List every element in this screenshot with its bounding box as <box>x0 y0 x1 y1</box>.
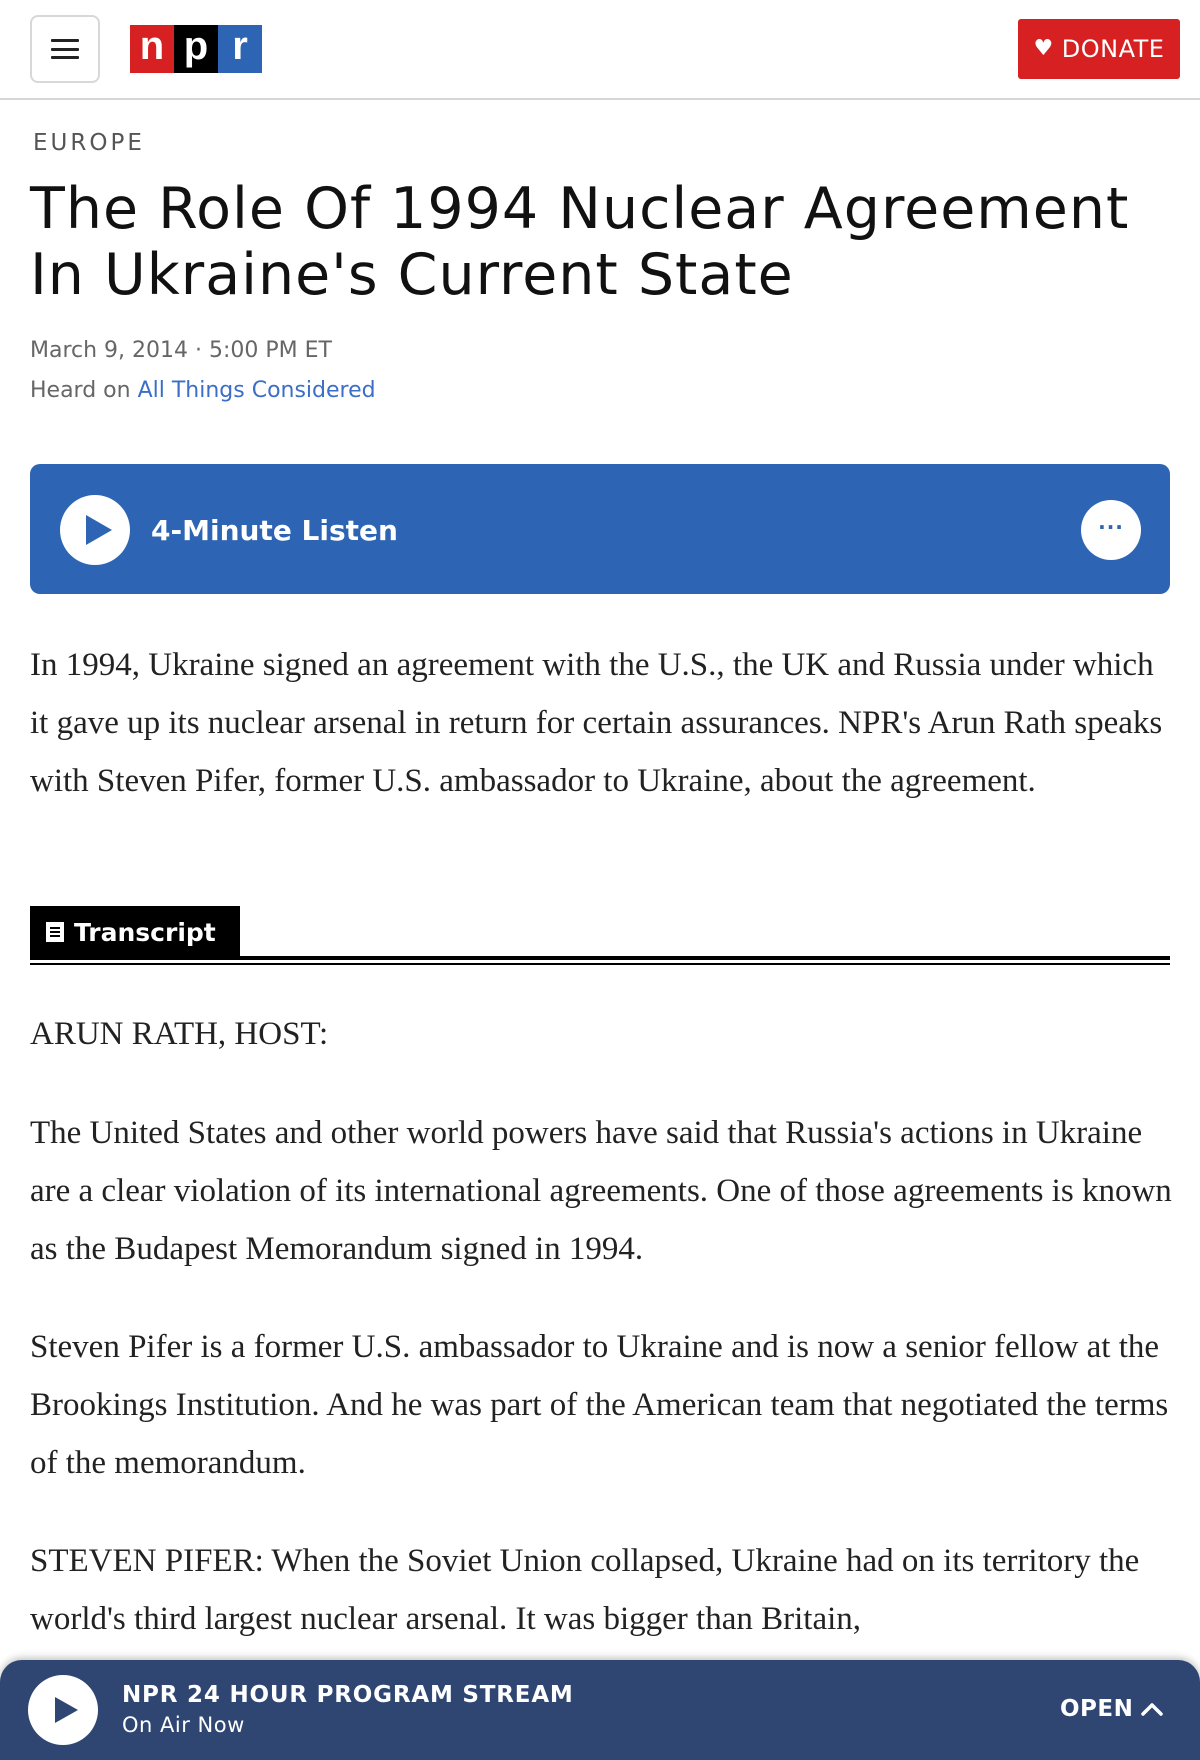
program-link[interactable]: All Things Considered <box>137 378 376 403</box>
transcript-divider <box>30 956 1170 960</box>
transcript-paragraph: STEVEN PIFER: When the Soviet Union collapsed, Ukraine had on its territory the world's third largest nuclear arsenal. It was bigger than Britain, <box>30 1543 1140 1637</box>
logo-letter-r: r <box>218 25 262 73</box>
transcript-paragraph: The United States and other world powers have said that Russia's actions in Ukraine are a clear violation of its international agreements. One of those agreements is known as the Budapest Memorandum signed in 1994. <box>30 1115 1172 1267</box>
stream-open-label: OPEN <box>1060 1696 1134 1722</box>
transcript-tab[interactable] <box>30 906 240 958</box>
play-icon <box>82 513 114 547</box>
speaker-line: ARUN RATH, HOST: <box>30 1016 329 1052</box>
chevron-up-icon <box>1141 1701 1163 1717</box>
document-icon <box>46 922 64 942</box>
npr-logo[interactable] <box>130 25 262 73</box>
live-stream-bar <box>0 1660 1200 1760</box>
donate-button[interactable] <box>1018 19 1180 79</box>
more-options-icon: ··· <box>1098 515 1124 539</box>
transcript-header <box>30 906 1170 966</box>
play-icon <box>52 1695 80 1725</box>
heard-on-line <box>30 378 376 403</box>
stream-play-button[interactable] <box>28 1675 98 1745</box>
logo-letter-n: n <box>130 25 174 73</box>
stream-title: NPR 24 HOUR PROGRAM STREAM <box>122 1682 574 1708</box>
stream-subtitle: On Air Now <box>122 1713 245 1737</box>
heard-on-prefix: Heard on <box>30 378 138 403</box>
donate-label: DONATE <box>1061 35 1165 63</box>
listen-duration-label: 4-Minute Listen <box>151 514 398 547</box>
heart-icon: ♥ <box>1033 36 1054 61</box>
site-header <box>0 0 1200 100</box>
transcript-divider-thin <box>30 963 1170 965</box>
article-title: The Role Of 1994 Nuclear Agreement In Ukraine's Current State <box>30 176 1130 308</box>
stream-open-button[interactable] <box>1060 1696 1163 1722</box>
transcript-tab-label: Transcript <box>74 917 216 947</box>
hamburger-menu-icon <box>51 39 79 59</box>
play-button[interactable] <box>60 495 130 565</box>
section-label[interactable]: EUROPE <box>33 130 145 156</box>
logo-letter-p: p <box>174 25 218 73</box>
menu-button[interactable] <box>30 15 100 83</box>
transcript-paragraph: Steven Pifer is a former U.S. ambassador to Ukraine and is now a senior fellow at the Brookings Institution. And he was part of the American team that negotiated the terms of the memorandum. <box>30 1329 1169 1481</box>
article-teaser: In 1994, Ukraine signed an agreement with the U.S., the UK and Russia under which it gave up its nuclear arsenal in return for certain assurances. NPR's Arun Rath speaks with Steven Pifer, former U.S. ambassador to Ukraine, about the agreement. <box>30 647 1163 799</box>
article-date: March 9, 2014 · 5:00 PM ET <box>30 338 332 363</box>
more-options-button[interactable] <box>1081 500 1141 560</box>
audio-player <box>30 464 1170 594</box>
